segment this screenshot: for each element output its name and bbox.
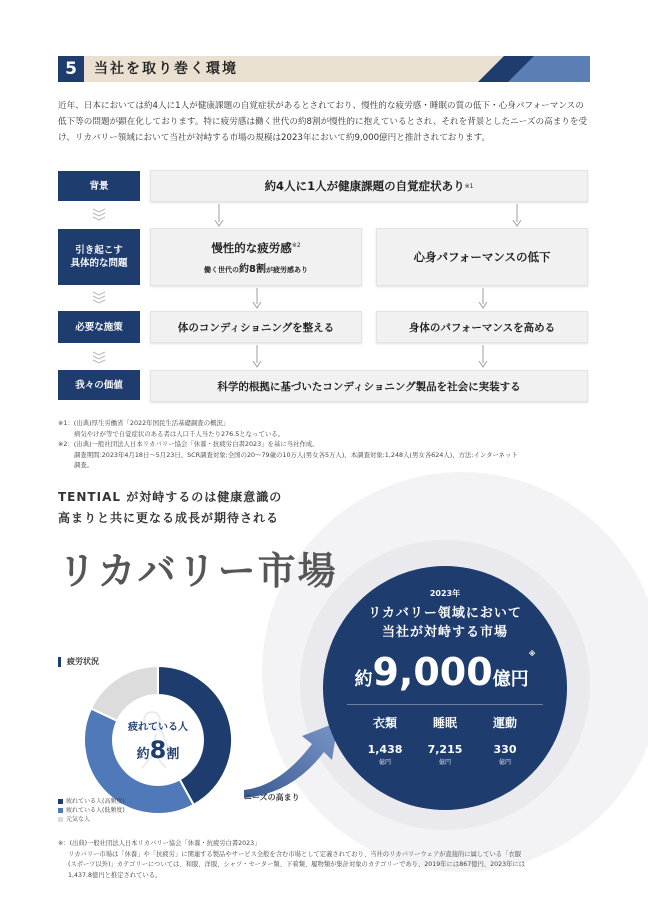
note-market-line3: (スポーツ以外)」カテゴリーについては、和服、洋服、シャツ・セーター類、下着類、履物類が集計対象のカテゴリーであり、2019年には867億円、2023年には [68,861,526,868]
market-value-unit: 億円 [492,669,529,690]
measure-performance-box [376,311,588,343]
measure-conditioning-box [150,311,362,343]
label-background: 背景 [58,171,140,201]
problem-fatigue-sub-em: 約8割 [239,263,266,275]
market-title-line1: リカバリー領域において [368,606,522,621]
fatigue-donut-chart [82,664,234,816]
legend-item [58,806,125,815]
note1-line2: 病気やけが等で自覚症状のある者は人口千人当たり276.5となっている。 [74,429,285,438]
donut-center-label: 疲れている人 [128,722,188,733]
value-box [150,370,588,402]
market-value-pre: 約 [354,669,373,690]
legend-swatch [58,808,63,813]
legend-label: 疲れている人(高頻度) [66,798,125,805]
problem-performance-title: 心身パフォーマンスの低下 [413,250,551,264]
tagline [58,487,282,529]
notes-market [58,839,598,881]
market-category-unit: 億円 [498,759,511,766]
note2-line1: ※2：(出典)一般社団法人日本リカバリー協会「休養・抗疲労白書2023」を基に当社作成。 [58,440,319,448]
note2-line3: 調査。 [74,461,94,469]
chevron-down-icon [91,350,107,364]
market-category [475,714,535,766]
market-category [415,714,475,766]
legend-swatch [58,799,63,804]
section-header [58,56,590,82]
label-problems-line1: 引き起こす [75,245,123,256]
notes-flow [58,418,598,471]
market-year: 2023年 [429,589,461,598]
down-arrow-icon [478,288,488,310]
fatigue-legend [58,797,125,824]
market-category-unit: 億円 [378,759,391,766]
market-category-name: 運動 [492,716,517,730]
label-problems-line2: 具体的な問題 [70,258,128,269]
label-value: 我々の価値 [58,370,140,400]
section-number: 5 [58,56,84,82]
legend-label: 疲れている人(低頻度) [66,807,125,814]
problem-fatigue-sub-post: が疲労感あり [265,265,308,274]
problem-performance-box [376,228,588,286]
market-category [355,714,415,766]
market-value [323,650,567,694]
legend-item [58,797,125,806]
donut-center-value-post: 割 [166,747,180,762]
market-category-value: 1,438 [367,743,403,756]
market-value-num: 9,000 [372,650,493,694]
value-box-text: 科学的根拠に基づいたコンディショニング製品を社会に実装する [217,380,521,393]
intro-paragraph: 近年、日本においては約4人に1人が健康課題の自覚症状があるとされており、慢性的な疲労感・睡眠の質の低下・心身パフォーマンスの低下等の問題が顕在化しております。特に疲労感は働く世代の約8割が慢性的に抱えているとされ、それを背景としたニーズの高まりを受け、リカバリー領域において当社が対峙する市場の規模は2023年において約9,000億円と推計されております。 [58,101,588,143]
tagline-line1: TENTIAL が対峙するのは健康意識の [58,490,283,504]
tagline-line2: 高まりと共に更なる成長が期待される [58,511,280,525]
market-title-line2: 当社が対峙する市場 [381,625,508,640]
market-value-note: ※ [528,650,536,658]
note2-line2: 調査期間:2023年4月18日〜5月23日、SCR調査対象:全国の20〜79歳の10万人(男女各5万人)、本調査対象:1,248人(男女各624人)、方法:インターネット [74,450,518,459]
background-box [150,170,588,202]
note-market-line4: 1,437.8億円と推定されている。 [68,871,162,879]
background-box-text: 約4人に1人が健康課題の自覚症状あり [264,179,465,193]
market-category-name: 睡眠 [432,716,457,730]
market-category-value: 7,215 [427,743,463,756]
donut-center-value-num: 8 [149,736,167,764]
market-category-value: 330 [493,743,517,756]
legend-item [58,815,125,824]
label-problems [58,229,140,285]
legend-swatch [58,817,63,822]
chevron-down-icon [91,290,107,304]
section-header-decoration [478,56,590,82]
measure-performance-text: 身体のパフォーマンスを高める [408,321,556,334]
donut-center-value-pre: 約 [136,747,150,762]
down-arrow-icon [252,345,262,369]
down-arrow-icon [478,345,488,369]
down-arrow-icon [512,204,522,228]
needs-label: ニーズの高まり [244,793,300,802]
fatigue-label: 疲労状況 [58,657,99,667]
problem-fatigue-title: 慢性的な疲労感 [211,240,292,255]
note-market-line2: リカバリー市場は「休養」や「抗疲労」に関連する製品やサービス全般を含む市場として定義されており、当社のリカバリーウェアが直接的に属している「衣服 [68,850,521,858]
market-size-circle [323,566,567,810]
background-box-note: ※1 [464,182,474,190]
problem-fatigue-note: ※2 [291,241,301,249]
note1-line1: ※1：(出典)厚生労働省「2022年国民生活基礎調査の概況」 [58,419,230,427]
note-market-line1: ※：(出典)一般社団法人日本リカバリー協会「休養・抗疲労白書2023」 [58,840,261,847]
market-category-name: 衣類 [372,716,397,730]
chevron-down-icon [91,207,107,221]
down-arrow-icon [214,204,224,228]
label-measures: 必要な施策 [58,311,140,343]
market-category-unit: 億円 [438,759,451,766]
legend-label: 元気な人 [66,816,91,823]
market-divider [347,704,543,705]
problem-fatigue-sub-pre: 働く世代の [204,265,240,274]
measure-conditioning-text: 体のコンディショニングを整える [177,321,335,334]
down-arrow-icon [252,288,262,310]
market-title: リカバリー市場 [58,549,338,593]
section-title: 当社を取り巻く環境 [94,61,238,77]
problem-fatigue-box [150,228,362,286]
